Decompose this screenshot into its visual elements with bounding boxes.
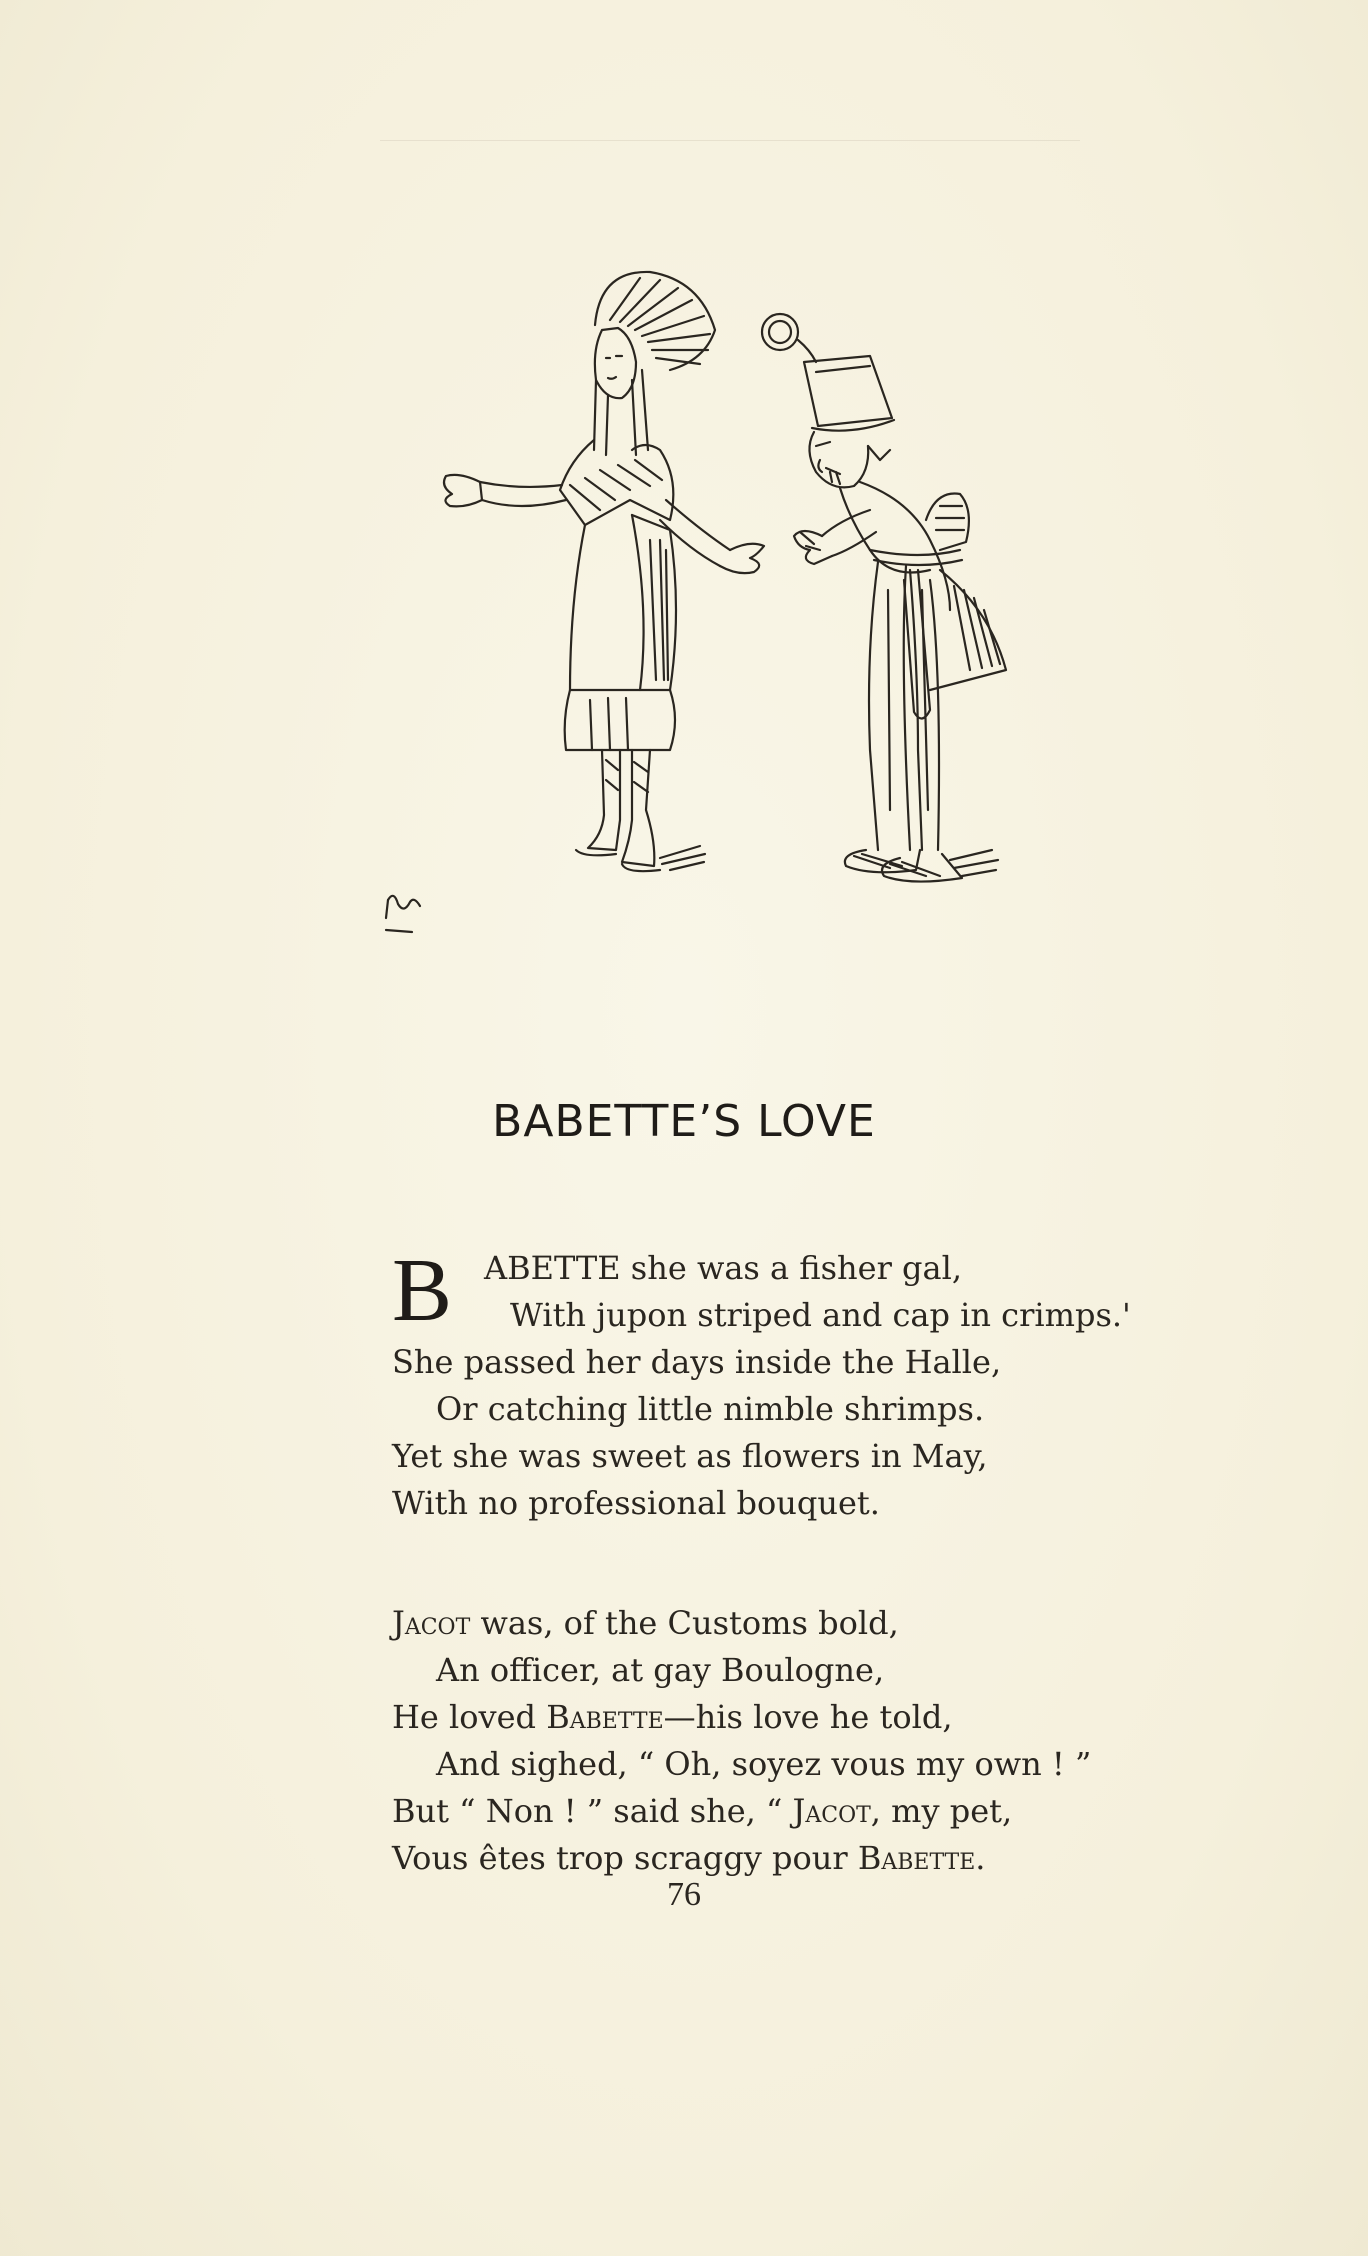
verse-text: . xyxy=(975,1839,986,1877)
stanza-2 xyxy=(392,1600,1091,1882)
verse-line: Or catching little nimble shrimps. xyxy=(436,1390,985,1428)
verse-line: And sighed, “ Oh, soyez vous my own ! ” xyxy=(436,1745,1092,1783)
drop-cap: B xyxy=(392,1241,453,1340)
verse-line xyxy=(392,1788,1091,1835)
verse-line xyxy=(392,1835,1091,1882)
verse-line: An officer, at gay Boulogne, xyxy=(436,1651,885,1689)
name-babette: Babette xyxy=(546,1698,664,1736)
verse-text: was, of the Customs bold, xyxy=(470,1604,899,1642)
verse-text: He loved xyxy=(392,1698,547,1736)
verse-line xyxy=(392,1600,1091,1647)
stanza-1 xyxy=(392,1241,1131,1527)
verse-line xyxy=(392,1694,1091,1741)
poem-title: BABETTE’S LOVE xyxy=(492,1096,876,1147)
verse-text: Vous êtes trop scraggy pour xyxy=(392,1839,858,1877)
verse-text: , my pet, xyxy=(870,1792,1013,1830)
name-babette: Babette xyxy=(857,1839,976,1877)
verse-text: —his love he told, xyxy=(663,1698,953,1736)
name-jacot: Jacot xyxy=(792,1792,871,1830)
verse-line: Yet she was sweet as flowers in May, xyxy=(392,1437,988,1475)
verse-line: She passed her days inside the Halle, xyxy=(392,1343,1002,1381)
bleed-through-header xyxy=(380,40,1080,141)
verse-text: But “ Non ! ” said she, “ xyxy=(392,1792,793,1830)
name-jacot: Jacot xyxy=(392,1604,471,1642)
verse-line xyxy=(392,1292,1131,1339)
illustration-fishergirl-and-officer xyxy=(370,250,1130,950)
verse-line: With no professional bouquet. xyxy=(392,1484,880,1522)
verse-text: ABETTE she was a fisher gal, xyxy=(484,1249,962,1287)
page-number: 76 xyxy=(667,1876,701,1913)
verse-text: With jupon striped and cap in crimps.' xyxy=(510,1296,1131,1334)
